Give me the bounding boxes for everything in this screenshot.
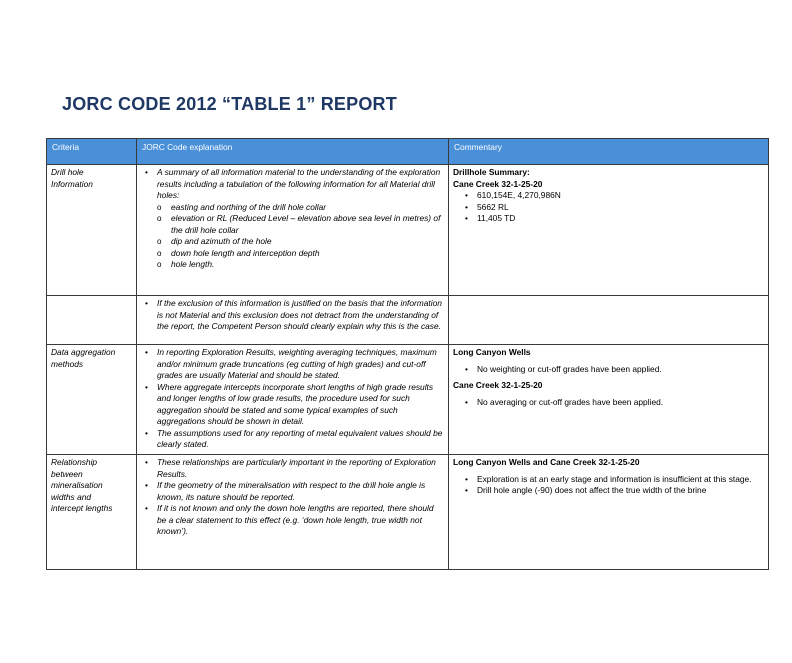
commentary-heading: Cane Creek 32-1-25-20	[453, 380, 543, 390]
explanation-cell	[137, 165, 449, 296]
commentary-heading: Long Canyon Wells and Cane Creek 32-1-25-20	[453, 457, 640, 467]
header-commentary: Commentary	[449, 139, 769, 165]
criteria-text: Relationship	[51, 457, 98, 467]
list-item: • No weighting or cut-off grades have been applied.	[477, 364, 764, 376]
criteria-text: methods	[51, 358, 84, 369]
sub-list-item: o hole length.	[171, 259, 444, 271]
list-item: • 11,405 TD	[477, 213, 764, 225]
list-item: • These relationships are particularly important in the reporting of Exploration Results.	[157, 457, 444, 480]
commentary-cell	[449, 296, 769, 345]
list-item: • The assumptions used for any reporting of metal equivalent values should be clearly stated.	[157, 428, 444, 451]
table-row	[47, 296, 769, 345]
list-item: • If it is not known and only the down hole lengths are reported, there should be a clear statement to this effect (e.g. ‘down hole length, true width not known’).	[157, 503, 444, 538]
list-item	[157, 167, 444, 271]
explanation-cell	[137, 455, 449, 570]
table-header-row	[47, 139, 769, 165]
criteria-text: mineralisation	[51, 480, 103, 490]
commentary-cell	[449, 455, 769, 570]
list-item: • Exploration is at an early stage and information is insufficient at this stage.	[477, 474, 764, 486]
criteria-text: Drill hole	[51, 167, 84, 177]
list-item: • In reporting Exploration Results, weighting averaging techniques, maximum and/or minimum grade truncations (eg cutting of high grades) and cut-off grades are usually Material and should be stated.	[157, 347, 444, 382]
criteria-text: Information	[51, 178, 93, 189]
sub-list-item: o easting and northing of the drill hole collar	[171, 202, 444, 214]
list-item: • 610,154E, 4,270,986N	[477, 190, 764, 202]
table-row	[47, 455, 769, 570]
criteria-text: widths and	[51, 491, 92, 502]
criteria-cell	[47, 296, 137, 345]
criteria-cell	[47, 345, 137, 455]
sub-list-item: o dip and azimuth of the hole	[171, 236, 444, 248]
commentary-cell	[449, 165, 769, 296]
commentary-cell	[449, 345, 769, 455]
explanation-cell	[137, 345, 449, 455]
criteria-text: Data aggregation	[51, 347, 116, 357]
criteria-cell	[47, 165, 137, 296]
page-title: JORC CODE 2012 “TABLE 1” REPORT	[62, 94, 397, 114]
criteria-cell	[47, 455, 137, 570]
commentary-heading: Cane Creek 32-1-25-20	[453, 178, 543, 189]
list-item: • No averaging or cut-off grades have been applied.	[477, 397, 764, 409]
list-item: • If the exclusion of this information is justified on the basis that the information is not Material and this exclusion does not detract from the understanding of the report, the Competent Person should clearly explain why this is the case.	[157, 298, 444, 333]
list-item: • If the geometry of the mineralisation with respect to the drill hole angle is known, its nature should be reported.	[157, 480, 444, 503]
commentary-heading: Drillhole Summary:	[453, 167, 530, 177]
criteria-text: intercept lengths	[51, 503, 113, 513]
list-item: • Drill hole angle (-90) does not affect the true width of the brine	[477, 485, 764, 497]
list-item: • Where aggregate intercepts incorporate short lengths of high grade results and longer lengths of low grade results, the procedure used for such aggregation should be stated and some typical examples of such aggregations should be shown in detail.	[157, 382, 444, 428]
sub-list-item: o elevation or RL (Reduced Level – elevation above sea level in metres) of the drill hole collar	[171, 213, 444, 236]
explanation-cell	[137, 296, 449, 345]
commentary-heading: Long Canyon Wells	[453, 347, 531, 357]
header-criteria: Criteria	[47, 139, 137, 165]
list-item: • 5662 RL	[477, 202, 764, 214]
criteria-text: between	[51, 468, 83, 479]
jorc-table	[46, 138, 769, 570]
header-explanation: JORC Code explanation	[137, 139, 449, 165]
sub-list-item: o down hole length and interception depth	[171, 248, 444, 260]
bullet-text: A summary of all information material to the understanding of the exploration results including a tabulation of the following information for all Material drill holes:	[157, 167, 441, 200]
table-row	[47, 165, 769, 296]
table-row	[47, 345, 769, 455]
